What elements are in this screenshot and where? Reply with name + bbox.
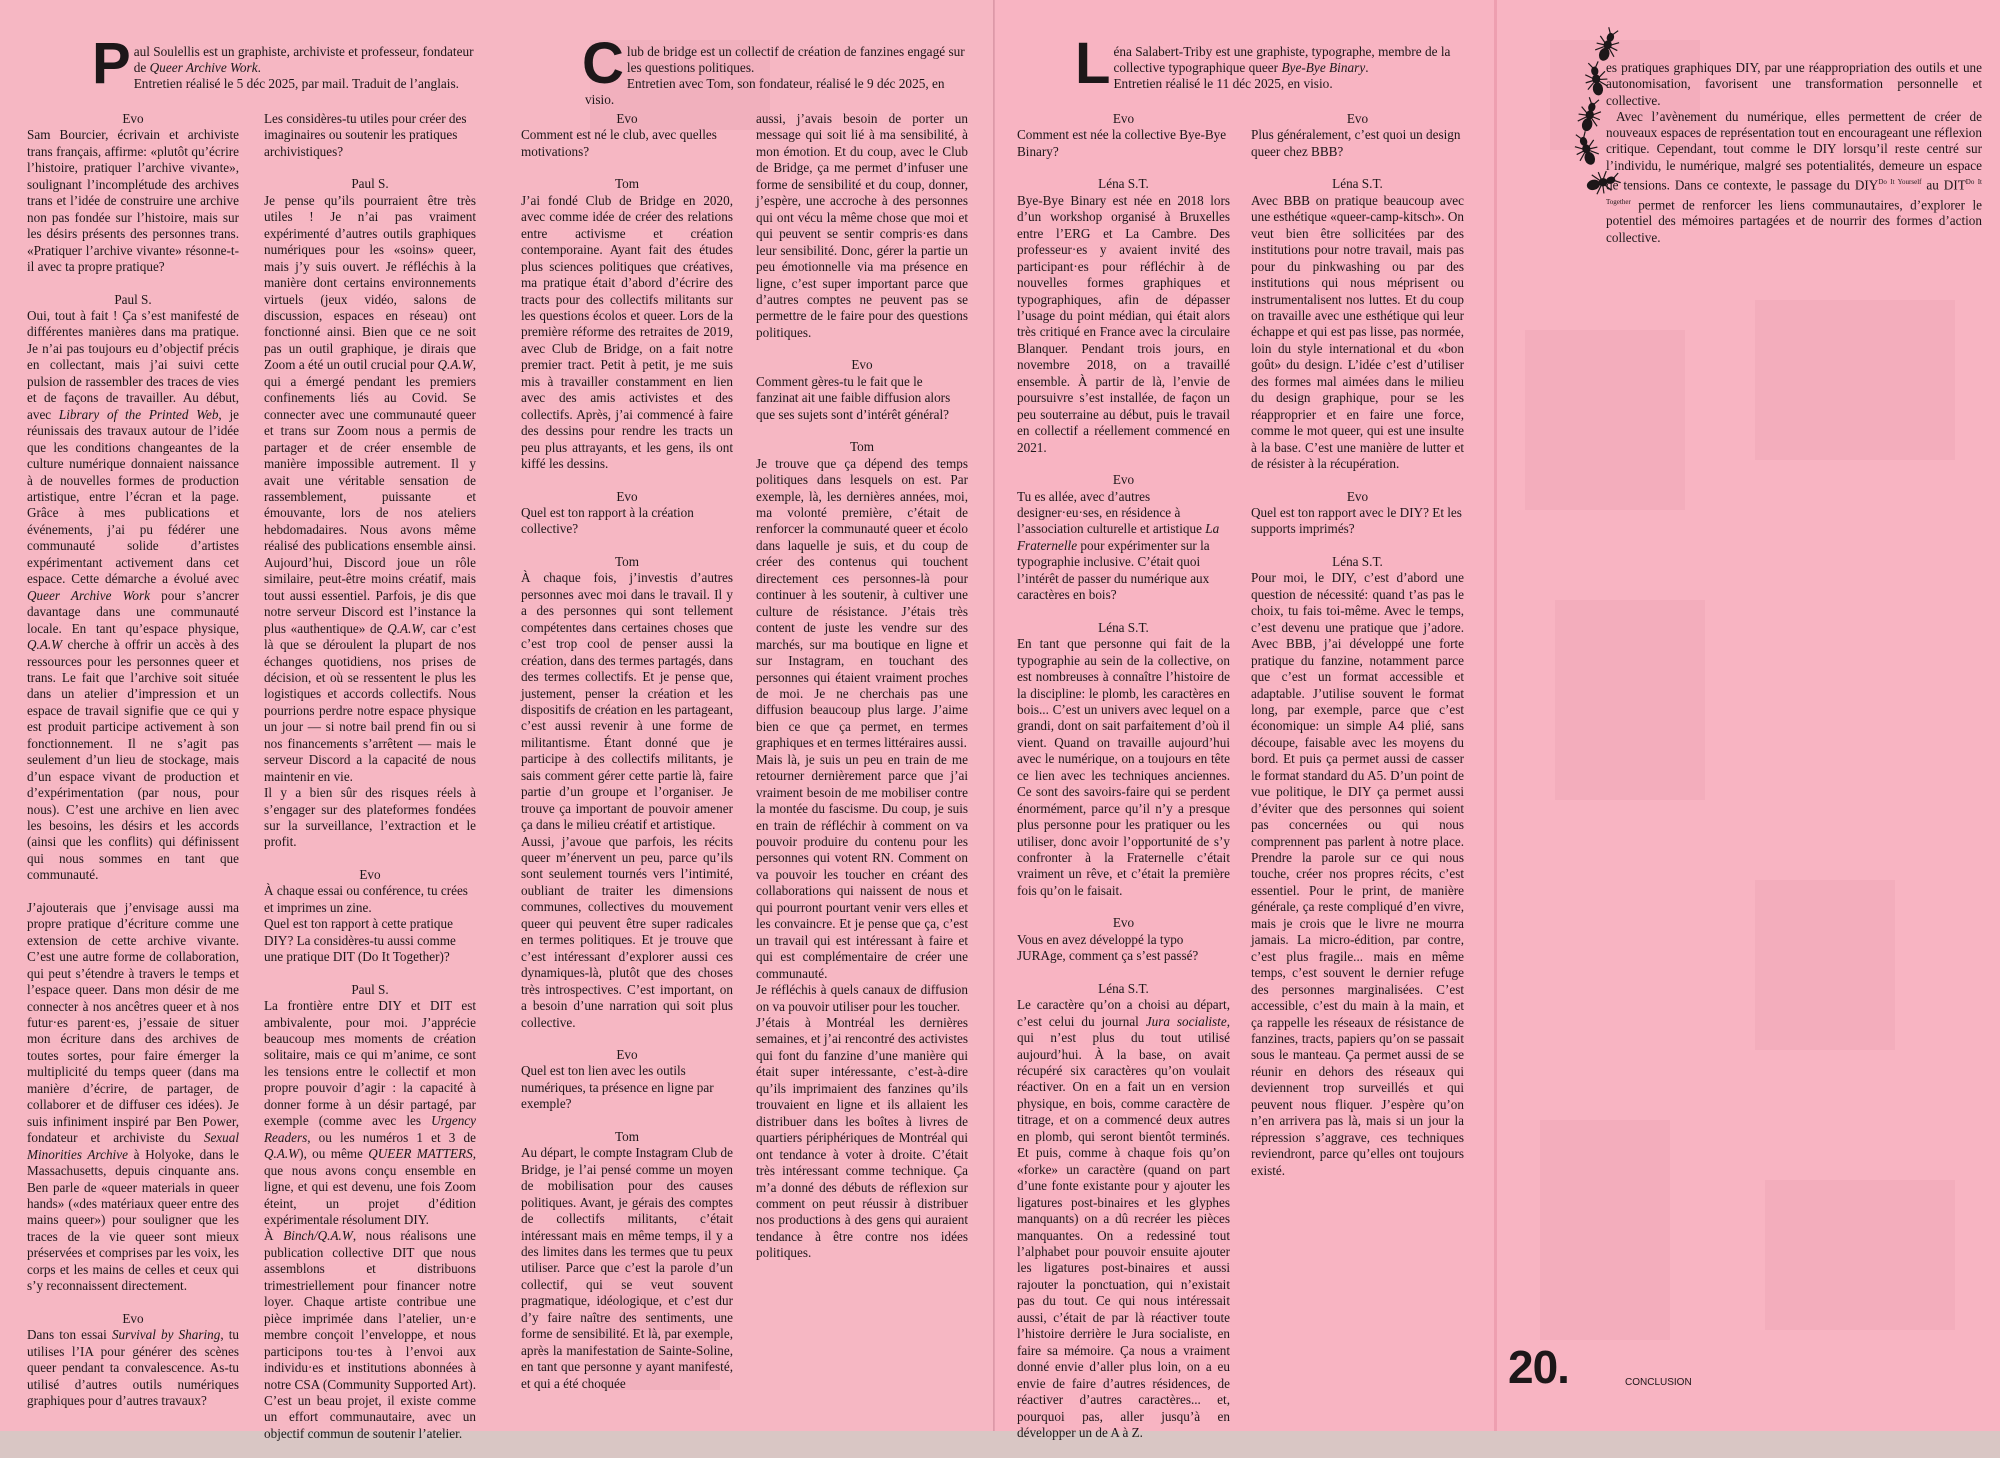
speaker: Paul S.	[351, 176, 389, 192]
conclusion-paragraph: Avec l’avènement du numérique, elles permettent de créer de nouveaux espaces de représentation tout en encourageant une réflexion critique. Cependant, tout comme le DIY lorsqu’il reste centré sur l’individu, le numérique, malgré ses potentialités, demeure un espace de tensions. Dans ce contexte, le passage du $DIY^{Do It Yourself}$ au $DIT^{Do It Together}$ permet de renforcer les liens communautaires, d’explorer le potentiel des mémoires partagées et de nourrir des formes d’action collective.	[1606, 108, 1982, 245]
answer: La frontière entre DIY et DIT est ambivalente, pour moi. J’apprécie beaucoup mes moments de création solitaire, mais ce qui m’anime, ce sont les tensions entre le collectif et mon propre pouvoir d’agir : la capacité à donner forme à un désir partagé, par exemple (comme avec les Urgency Readers, ou les numéros 1 et 3 de Q.A.W), ou même QUEER MATTERS, que nous avons conçu ensemble en ligne, et qui est devenu, une fois Zoom éteint, un projet d’édition expérimentale résolument DIY.	[264, 998, 476, 1227]
show-through-shape	[1540, 1120, 1670, 1340]
speaker: Evo	[122, 111, 144, 126]
speaker: Evo	[616, 1047, 638, 1063]
conclusion-paragraph: es pratiques graphiques DIY, par une réappropriation des outils et une autonomisation, favorisent une transformation personnelle et collective.	[1606, 60, 1982, 108]
answer: J’ajouterais que j’envisage aussi ma propre pratique d’écriture comme une extension de cette archive vivante. C’est une autre forme de collaboration, qui peut s’étendre à travers le temps et l’espace queer. Dans mon désir de me connecter à nos ancêtres queer et à nos futur·es parent·es, j’essaie de situer mon écriture dans des archives de toutes sortes, pour faire émerger la multiplicité du temps queer (dans ma manière d’écrire, de partager, de collaborer et de diffuser ces idées). Je suis infiniment inspiré par Ben Power, fondateur et archiviste du Sexual Minorities Archive à Holyoke, dans le Massachusetts, depuis cinquante ans. Ben parle de «queer materials in queer hands» («des matériaux queer entre des mains queer») pour souligner que les traces de la vie queer sont mieux préservées et comprises par les voix, les corps et les mains de celles et ceux qui s’y reconnaissent directement.	[27, 899, 239, 1294]
question: Les considères-tu utiles pour créer des imaginaires ou soutenir les pratiques archivistiques?	[264, 111, 467, 159]
column-6	[1251, 111, 1464, 1195]
show-through-shape	[1765, 1180, 1955, 1330]
speaker: Evo	[122, 1310, 144, 1326]
question: Tu es allée, avec d’autres designer·eu·ses, en résidence à l’association culturelle et artistique La Fraternelle pour expérimenter sur la typographie inclusive. C’était quoi l’intérêt de passer du numérique aux caractères en bois?	[1017, 488, 1220, 603]
section-label: CONCLUSION	[1625, 1377, 1692, 1388]
answer: En tant que personne qui fait de la typographie au sein de la collective, on est nombreuses à connaître l’histoire de la discipline: le plomb, les caractères en bois... C’est un univers avec lequel on a grandi, dont on sait parfaitement d’où il vient. Quand on travaille aujourd’hui avec le numérique, on a toujours en tête ce lien avec les techniques anciennes. Ce sont des savoirs-faire qui se perdent énormément, parce qu’il n’y a presque plus personne pour les pratiquer ou les utiliser, donc avoir l’opportunité de s’y confronter à la Fraternelle c’était vraiment un rêve, et c’était la première fois qu’on le faisait.	[1017, 636, 1230, 898]
answer: Oui, tout à fait ! Ça s’est manifesté de différentes manières dans ma pratique. Je n’ai pas toujours eu d’objectif précis en collectant, mais j’ai suivi cette pulsion de rassembler des traces de vies et de façons de travailler. Au début, avec Library of the Printed Web, je réunissais des travaux autour de l’idée que les conditions changeantes de la culture numérique donnaient naissance à de nouvelles formes de production artistique, entre l’écran et la page. Grâce à mes publications et événements, j’ai pu fédérer une communauté solide d’artistes expérimentant activement dans cet espace. Cette démarche a évolué avec Queer Archive Work pour s’ancrer davantage dans une communauté locale. En tant qu’espace physique, Q.A.W cherche à offrir un accès à des ressources pour les personnes queer et trans. Le fait que l’archive soit située dans un atelier d’impression et un espace de travail signifie que ce qui y est produit participe activement à son fonctionnement. Il ne s’agit pas seulement d’un lieu de stockage, mais d’un espace vivant de production et d’expérimentation (par nous, pour nous). C’est une archive en lien avec les besoins, les désirs et les accords (ainsi que les conflits) qui définissent qui nous sommes en tant que communauté.	[27, 307, 239, 883]
column-3	[521, 111, 733, 1408]
conclusion-text	[1572, 60, 1982, 246]
question: Dans ton essai Survival by Sharing, tu utilises l’IA pour générer des scènes queer pendant ta convalescence. As-tu utilisé d’autres outils numériques graphiques pour d’autres travaux?	[27, 1327, 239, 1408]
speaker: Paul S.	[114, 291, 152, 307]
answer: J’ai fondé Club de Bridge en 2020, avec comme idée de créer des relations entre activisme et création contemporaine. Ayant fait des études plus sciences politiques que créatives, ma pratique était d’abord d’écrire des tracts pour des collectifs militants sur les questions écolos et queer. Lors de la première réforme des retraites de 2019, avec Club de Bridge, on a fait notre premier tract. Petit à petit, je me suis mis à travailler constamment en lien avec des amis activistes et des collectifs. Après, j’ai commencé à faire des dessins pour rendre les tracts un peu plus attrayants, et les gens, ils ont kiffé les dessins.	[521, 192, 733, 472]
column-1	[27, 111, 239, 1425]
speaker: Evo	[1112, 915, 1135, 931]
speaker: Evo	[1112, 111, 1135, 126]
show-through-shape	[1525, 330, 1685, 510]
show-through-shape	[1755, 880, 1895, 1050]
speaker: Léna S.T.	[1098, 980, 1149, 996]
speaker: Tom	[615, 176, 639, 192]
intro-lena-salabert-triby: Léna Salabert-Triby est une graphiste, typographe, membre de la collective typographique queer Bye-Bye Binary. Entretien réalisé le 11 déc 2025, en visio.	[1075, 31, 1451, 96]
show-through-shape	[1755, 300, 1955, 460]
speaker: Tom	[615, 1128, 639, 1144]
speaker: Evo	[616, 488, 638, 504]
speaker: Paul S.	[351, 981, 389, 997]
answer: Il y a bien sûr des risques réels à s’engager sur des plateformes fondées sur la surveillance, l’extraction et le profit.	[264, 785, 476, 850]
show-through-shape	[1555, 600, 1705, 800]
dropcap: P	[92, 31, 131, 96]
answer: aussi, j’avais besoin de porter un message qui soit lié à ma sensibilité, à mon émotion. Et du coup, avec le Club de Bridge, ça me permet d’infuser une forme de sensibilité et du coup, donner, j’espère, une accroche à des personnes qui ont vécu la même chose que moi et qui peuvent se sentir compris·es dans leur sensibilité. Donc, gérer la partie un peu émotionnelle via ma présence en ligne, c’est super important parce que d’autres comptes ne peuvent pas se permettre de le faire pour des questions politiques.	[756, 111, 968, 340]
column-5	[1017, 111, 1230, 1457]
speaker: Evo	[1346, 111, 1369, 126]
column-4	[756, 111, 968, 1278]
answer: À chaque fois, j’investis d’autres personnes avec moi dans le travail. Il y a des personnes qui sont tellement compétentes dans certaines choses que c’est trop cool de penser aussi la création, dans des termes partagés, dans des termes collectifs. Et je pense que, justement, penser la création et les dispositifs de création en les partageant, c’est aussi revenir à une forme de militantisme. Étant donné que je participe à des collectifs militants, je sais comment gérer cette partie là, faire partie d’un groupe et l’organiser. Je trouve ça important de pouvoir amener ça dans le milieu créatif et artistique.	[521, 570, 733, 833]
answer: Le caractère qu’on a choisi au départ, c’est celui du journal Jura socialiste, qui n’est plus du tout utilisé aujourd’hui. À la base, on avait récupéré six caractères qu’on voulait réactiver. On en a fait un en version physique, en bois, comme caractère de titrage, et on a commencé deux autres en plomb, qui seront bientôt terminés. Et puis, comme à chaque fois qu’on «forke» un caractère (quand on part d’une fonte existante pour y ajouter les ligatures post-binaires et les glyphes manquants) on a dû recréer les pièces manquantes. On a redessiné tout l’alphabet pour pouvoir ensuite ajouter les ligatures post-binaires et aussi rajouter la ponctuation, qui n’existait pas du tout. Ce qui nous intéressait aussi, c’était de par là réactiver toute l’histoire derrière le Jura socialiste, en faire sa mémoire. Ça nous a vraiment donné envie d’aller plus loin, on a eu envie de faire d’autres résidences, de réactiver d’autres caractères... et, pourquoi pas, aller jusqu’à en développer un de A à Z.	[1017, 997, 1230, 1440]
dropcap: L	[1075, 31, 1111, 96]
speaker: Evo	[1346, 488, 1369, 504]
page-number: 20.	[1508, 1341, 1569, 1393]
inner-fold	[1494, 0, 1497, 1431]
column-2	[264, 111, 476, 1458]
speaker: Léna S.T.	[1098, 619, 1149, 635]
speaker: Léna S.T.	[1332, 176, 1383, 192]
answer: Pour moi, le DIY, c’est d’abord une question de nécessité: quand t’as pas le choix, tu fais toi-même. Avec le temps, c’est devenu une pratique que j’adore. Avec BBB, j’ai développé une forte pratique du fanzine, notamment parce que c’est un format accessible et adaptable. J’utilise souvent le format long, par exemple, parce que c’est économique: un simple A4 plié, sans découpe, faisable avec les moyens du bord. Et puis ça permet aussi de casser le format standard du A5. D’un point de vue politique, le DIY ça permet aussi d’éviter que des personnes qui soient pas concernées ou qui nous comprennent pas parlent à notre place. Prendre la parole sur ce qui nous touche, créer nos propres récits, c’est essentiel. Pour le print, de manière générale, ça reste compliqué d’en vivre, mais je crois que le livre ne mourra jamais. La micro-édition, par contre, c’est plus fragile... mais en même temps, c’est souvent le dernier refuge des personnes marginalisées. C’est accessible, c’est du main à la main, et ça rappelle les réseaux de résistance de fanzines, tracts, papiers qu’on se passait sous le manteau. Ça permet aussi de se réunir en dehors des réseaux qui deviennent trop surveillés et qui peuvent nous fliquer. J’espère qu’on n’en arrivera pas là, mais si un jour la répression s’aggrave, ces techniques reviendront, parce qu’elles ont toujours existé.	[1251, 570, 1464, 1178]
question: Comment gères-tu le fait que le fanzinat ait une faible diffusion alors que ses sujets sont d’intérêt général?	[756, 373, 951, 422]
question: Quel est ton rapport à la création collective?	[521, 504, 694, 537]
question: Vous en avez développé la typo JURAge, comment ça s’est passé?	[1017, 931, 1199, 964]
speaker: Léna S.T.	[1098, 176, 1149, 192]
question: Quel est ton lien avec les outils numériques, ta présence en ligne par exemple?	[521, 1063, 714, 1112]
speaker: Evo	[359, 866, 381, 882]
left-page	[0, 0, 995, 1441]
question: Sam Bourcier, écrivain et archiviste trans français, affirme: «plutôt qu’écrire l’histoire, pratiquer l’archive vivante», soulignant l’incomplétude des archives trans et l’idée de construire une archive non pas fondée sur l’histoire, mais sur les désirs présents des personnes trans. «Pratiquer l’archive vivante» résonne-t-il avec ta propre pratique?	[27, 127, 239, 275]
question: À chaque essai ou conférence, tu crées et imprimes un zine.	[264, 883, 468, 915]
answer: Bye-Bye Binary est née en 2018 lors d’un workshop organisé à Bruxelles entre l’ERG et La Cambre. Des professeur·es y avaient invité des participant·es pour réfléchir à de nouvelles formes graphiques et typographiques, afin de dépasser l’usage du point médian, qui était alors très critiqué en France avec la circulaire Blanquer. Pendant trois jours, en novembre 2018, on a travaillé ensemble. À partir de là, l’envie de poursuivre s’est installée, de façon un peu souterraine au début, puis le travail en collectif a réellement commencé en 2021.	[1017, 192, 1230, 455]
dropcap: C	[582, 31, 624, 96]
question: Comment est née la collective Bye-Bye Binary?	[1017, 127, 1227, 159]
answer: Je trouve que ça dépend des temps politiques dans lesquels on est. Par exemple, là, les dernières années, moi, ma volonté première, c’était de renforcer la communauté queer et écolo dans laquelle je suis, et du coup de créer des contenus qui touchent directement ces personnes-là pour continuer à les soutenir, à cultiver une culture de résistance. J’étais très content de juste les vendre sur des marchés, sur ma boutique en ligne et sur Instagram, en touchant des personnes qui étaient vraiment proches de moi. Je ne cherchais pas une diffusion beaucoup plus large. J’aime bien ce que ça permet, en termes graphiques et en termes littéraires aussi.	[756, 455, 968, 751]
question: Quel est ton rapport à cette pratique DIY? La considères-tu aussi comme une pratique DIT (Do It Together)?	[264, 916, 456, 965]
answer: Mais là, je suis un peu en train de me retourner dernièrement parce que j’ai vraiment besoin de me mobiliser contre la montée du fascisme. Du coup, je suis en train de réfléchir à comment on va pouvoir produire du contenu pour les personnes qui votent RN. Comment on va pouvoir les toucher en créant des collaborations qui naissent de nous et qui pourront pourtant venir vers elles et les convaincre. Et je pense que ça, c’est un travail qui est intéressant à faire et qui est complémentaire de créer une communauté.	[756, 751, 968, 981]
speaker: Evo	[616, 111, 638, 126]
speaker: Léna S.T.	[1332, 553, 1383, 569]
answer: J’étais à Montréal les dernières semaines, et j’ai rencontré des activistes qui font du fanzine d’une manière qui était super intéressante, c’est-à-dire qu’ils imprimaient des fanzines qu’ils trouvaient en ligne et ils allaient les distribuer dans les boîtes à livres de quartiers périphériques de Montréal qui ont tendance à voter à droite. C’était très intéressant comme technique. Ça m’a donné des débuts de réflexion sur comment on peut réussir à distribuer nos productions à des gens qui auraient tendance à être contre nos idées politiques.	[756, 1015, 968, 1261]
answer: Aussi, j’avoue que parfois, les récits queer m’énervent un peu, parce qu’ils sont seulement tournés vers l’intimité, oubliant de traiter les dimensions communes, collectives du mouvement queer qui peuvent être super radicales en termes politiques. Et je trouve que c’est intéressant d’explorer aussi ces dynamiques-là, plutôt que des choses très introspectives. C’est important, on a besoin d’une narration qui soit plus collective.	[521, 833, 733, 1030]
answer: Au départ, le compte Instagram Club de Bridge, je l’ai pensé comme un moyen de mobilisation pour des causes politiques. Avant, je gérais des comptes de collectifs militants, c’était intéressant mais en même temps, il y a des limites dans les termes que tu peux utiliser. Parce que c’est la parole d’un collectif, qui se veut souvent pragmatique, idéologique, et c’est dur d’y faire naître des sentiments, une forme de sensibilité. Et là, par exemple, après la manifestation de Sainte-Soline, en tant que personne y ayant manifesté, et qui a été choquée	[521, 1145, 733, 1391]
question: Plus généralement, c’est quoi un design queer chez BBB?	[1251, 127, 1461, 159]
speaker: Evo	[851, 357, 873, 373]
answer: Avec BBB on pratique beaucoup avec une esthétique «queer-camp-kitsch». On veut bien être sollicitées par des institutions pour notre travail, mais pas pour du pinkwashing ou par des institutions qui nous méprisent ou instrumentalisent nos luttes. Et du coup on travaille avec une esthétique qui leur échappe et qui est pas lisse, pas normée, loin du style international et du «bon goût» du design. L’idée c’est d’utiliser des formes mal aimées dans le milieu du design graphique, pour se les réapproprier et en faire une force, comme le mot queer, qui est une insulte à la base. C’est une manière de lutter et de résister à la récupération.	[1251, 192, 1464, 472]
question: Comment est né le club, avec quelles motivations?	[521, 127, 717, 159]
ant-icon	[1592, 25, 1624, 64]
question: Quel est ton rapport avec le DIY? Et les supports imprimés?	[1251, 504, 1462, 537]
speaker: Tom	[850, 439, 874, 455]
answer: Je pense qu’ils pourraient être très utiles ! Je n’ai pas vraiment expérimenté d’autres outils graphiques numériques pour les «soins» queer, mais j’y suis ouvert. Je réfléchis à la manière dont certains environnements virtuels (jeux vidéo, salons de discussion, espaces en réseau) ont fonctionné ainsi. Bien que ce ne soit pas un outil graphique, je dirais que Zoom a été un outil crucial pour Q.A.W, qui a émergé pendant les premiers confinements liés au Covid. Se connecter avec une communauté queer et trans sur Zoom nous a permis de partager et de créer ensemble de manière impossible autrement. Il y avait une véritable sensation de rassemblement, puissante et émouvante, lors de nos ateliers hebdomadaires. Nous avons même réalisé des publications ensemble ainsi. Aujourd’hui, Discord joue un rôle similaire, peut-être moins créatif, mais tout aussi essentiel. Parfois, je dis que notre serveur Discord est l’instance la plus «authentique» de Q.A.W, car c’est là que se déroulent la plupart de nos échanges quotidiens, nos prises de décision, et où se ressentent le plus les logistiques et accords collectifs. Nous pourrions perdre notre espace physique un jour — si notre bail prend fin ou si nos financements s’arrêtent — mais le serveur Discord a la capacité de nous maintenir en vie.	[264, 192, 477, 784]
speaker: Evo	[1112, 472, 1135, 488]
intro-paul-soulellis: Paul Soulellis est un graphiste, archiviste et professeur, fondateur de Queer Archive Work. Entretien réalisé le 5 déc 2025, par mail. Traduit de l’anglais.	[92, 31, 474, 96]
answer: À Binch/Q.A.W, nous réalisons une publication collective DIT que nous assemblons et distribuons trimestriellement pour financer notre loyer. Chaque artiste contribue une pièce imprimée dans l’atelier, un·e membre conçoit l’enveloppe, et nous participons tou·tes à l’envoi aux individu·es et institutions abonnées à notre CSA (Community Supported Art). C’est un beau projet, il existe comme un effort communautaire, avec un objectif commun de soutenir l’atelier.	[264, 1228, 476, 1441]
speaker: Tom	[615, 553, 639, 569]
answer: Je réfléchis à quels canaux de diffusion on va pouvoir utiliser pour les toucher.	[756, 982, 968, 1014]
intro-club-de-bridge: Club de bridge est un collectif de création de fanzines engagé sur les questions politiques. Entretien avec Tom, son fondateur, réalisé le 9 déc 2025, en visio.	[582, 31, 965, 107]
